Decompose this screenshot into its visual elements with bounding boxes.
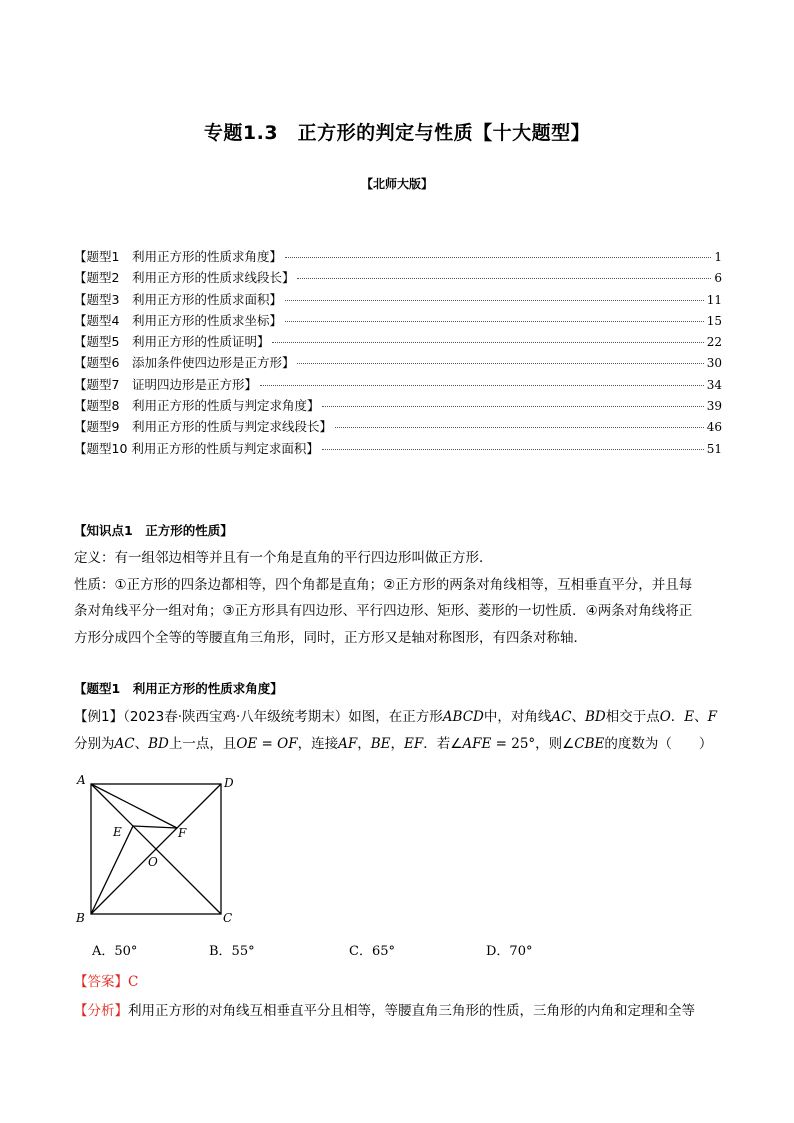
toc-entry-label: 【题型4 利用正方形的性质求坐标】 <box>74 312 282 328</box>
answer-value: C <box>128 974 139 990</box>
toc-entry[interactable] <box>74 439 722 460</box>
option-d[interactable]: D．70° <box>486 944 533 959</box>
answer-label: 【答案】 <box>74 974 128 990</box>
toc-leader-dots <box>322 406 703 407</box>
diagonal-bd: BD <box>148 735 169 752</box>
toc-entry-page: 39 <box>706 399 722 414</box>
toc-entry[interactable] <box>74 332 722 353</box>
separator: 、 <box>571 709 585 725</box>
toc-entry-label: 【题型10 利用正方形的性质与判定求面积】 <box>74 440 319 456</box>
toc-entry[interactable] <box>74 290 722 311</box>
analysis-text: 利用正方形的对角线互相垂直平分且相等，等腰直角三角形的性质，三角形的内角和定理和全等 <box>128 1003 695 1019</box>
definition-text: 定义：有一组邻边相等并且有一个角是直角的平行四边形叫做正方形． <box>74 550 493 566</box>
example-problem <box>74 704 722 757</box>
example-text: ，连接 <box>297 735 339 752</box>
toc-leader-dots <box>297 278 711 279</box>
toc-entry[interactable] <box>74 353 722 374</box>
toc-entry-page: 51 <box>706 441 722 456</box>
toc-leader-dots <box>335 427 704 428</box>
toc-entry-page: 6 <box>714 271 722 286</box>
diagonal-bd: BD <box>584 709 606 725</box>
option-c[interactable]: C．65° <box>349 944 395 959</box>
example-prefix: 【例1】（2023春·陕西宝鸡·八年级统考期末）如图，在正方形 <box>74 709 443 725</box>
properties-line: 条对角线平分一组对角；③正方形具有四边形、平行四边形、矩形、菱形的一切性质．④两条对角线将正 <box>74 603 693 619</box>
square-name: ABCD <box>442 709 484 725</box>
segment-af: AF <box>338 735 358 752</box>
square-diagram <box>72 770 252 930</box>
example-text: 分别为 <box>74 735 115 752</box>
example-text: ，则∠ <box>535 735 575 752</box>
toc-leader-dots <box>297 363 703 364</box>
example-text: 上一点，且 <box>168 735 237 752</box>
option-b[interactable]: B．55° <box>209 944 255 959</box>
toc-leader-dots <box>285 257 711 258</box>
vertex-label-c: C <box>223 911 233 925</box>
toc-entry-label: 【题型6 添加条件使四边形是正方形】 <box>74 355 295 371</box>
point-o: O <box>659 709 671 725</box>
properties-line: 性质：①正方形的四条边都相等，四个角都是直角；②正方形的两条对角线相等，互相垂直平分，并且每 <box>74 576 693 593</box>
angle-afe: AFE <box>462 735 492 752</box>
toc-entry-label: 【题型7 证明四边形是正方形】 <box>74 376 257 392</box>
point-f: F <box>707 709 718 725</box>
toc-entry[interactable] <box>74 247 722 268</box>
angle-value: = 25° <box>491 735 536 752</box>
analysis-line <box>74 998 722 1025</box>
example-line-1 <box>74 704 722 731</box>
example-text: 相交于点 <box>605 709 660 725</box>
toc-entry[interactable] <box>74 417 722 438</box>
toc-leader-dots <box>260 385 704 386</box>
answer-line <box>74 969 722 996</box>
diagonal-ac: AC <box>114 735 135 752</box>
example-text: 中，对角线 <box>483 709 552 725</box>
definition-paragraph <box>74 545 722 651</box>
vertex-label-a: A <box>77 773 86 787</box>
separator: ， <box>357 735 371 752</box>
example-text: ．若∠ <box>423 735 463 752</box>
diagonal-ac: AC <box>551 709 572 725</box>
separator: 、 <box>134 735 149 752</box>
toc-leader-dots <box>322 449 704 450</box>
page-title: 专题1.3 正方形的判定与性质【十大题型】 <box>203 122 591 144</box>
option-a[interactable]: A．50° <box>92 944 138 959</box>
example-text: 的度数为（ ） <box>604 735 713 752</box>
analysis-label: 【分析】 <box>74 1003 128 1019</box>
toc-entry-page: 11 <box>706 292 722 307</box>
angle-cbe: CBE <box>574 735 605 752</box>
toc-entry-label: 【题型2 利用正方形的性质求线段长】 <box>74 270 295 286</box>
properties-line: 方形分成四个全等的等腰直角三角形，同时，正方形又是轴对称图形，有四条对称轴． <box>74 629 587 646</box>
toc-entry[interactable] <box>74 268 722 289</box>
separator: 、 <box>694 709 708 725</box>
toc-entry-page: 30 <box>706 356 722 371</box>
toc-entry[interactable] <box>74 375 722 396</box>
toc-entry-page: 1 <box>714 250 722 264</box>
example-line-2 <box>74 731 722 758</box>
toc-leader-dots <box>285 321 704 322</box>
segment-ef: EF <box>404 735 424 752</box>
toc-entry-label: 【题型3 利用正方形的性质求面积】 <box>74 291 282 307</box>
point-label-f: F <box>178 826 187 840</box>
separator: ， <box>390 735 405 752</box>
toc-entry-page: 22 <box>706 335 722 350</box>
toc-entry-label: 【题型1 利用正方形的性质求角度】 <box>74 249 282 264</box>
point-label-e: E <box>113 825 122 839</box>
vertex-label-b: B <box>76 911 85 925</box>
vertex-label-d: D <box>224 776 234 790</box>
toc-entry-label: 【题型8 利用正方形的性质与判定求角度】 <box>74 398 320 414</box>
toc-leader-dots <box>285 300 704 301</box>
toc-entry-page: 46 <box>706 420 722 435</box>
knowledge-point-heading: 【知识点1 正方形的性质】 <box>74 523 233 538</box>
toc-entry[interactable] <box>74 396 722 417</box>
point-label-o: O <box>148 855 158 869</box>
toc-entry-page: 15 <box>706 313 722 328</box>
toc-entry[interactable] <box>74 311 722 332</box>
point-e: E <box>684 709 695 725</box>
table-of-contents <box>74 247 722 460</box>
segment-af-line <box>91 784 177 828</box>
toc-entry-label: 【题型9 利用正方形的性质与判定求线段长】 <box>74 419 332 435</box>
equation-oe-of: OE = OF <box>236 735 298 752</box>
type1-heading: 【题型1 利用正方形的性质求角度】 <box>74 681 283 696</box>
toc-entry-page: 34 <box>706 377 722 392</box>
toc-leader-dots <box>272 342 703 343</box>
toc-entry-label: 【题型5 利用正方形的性质证明】 <box>74 334 270 350</box>
segment-ef-line <box>133 826 177 828</box>
edition-label: 【北师大版】 <box>360 177 433 191</box>
segment-be: BE <box>370 735 391 752</box>
separator: ． <box>670 709 685 725</box>
segment-be-line <box>91 826 133 914</box>
